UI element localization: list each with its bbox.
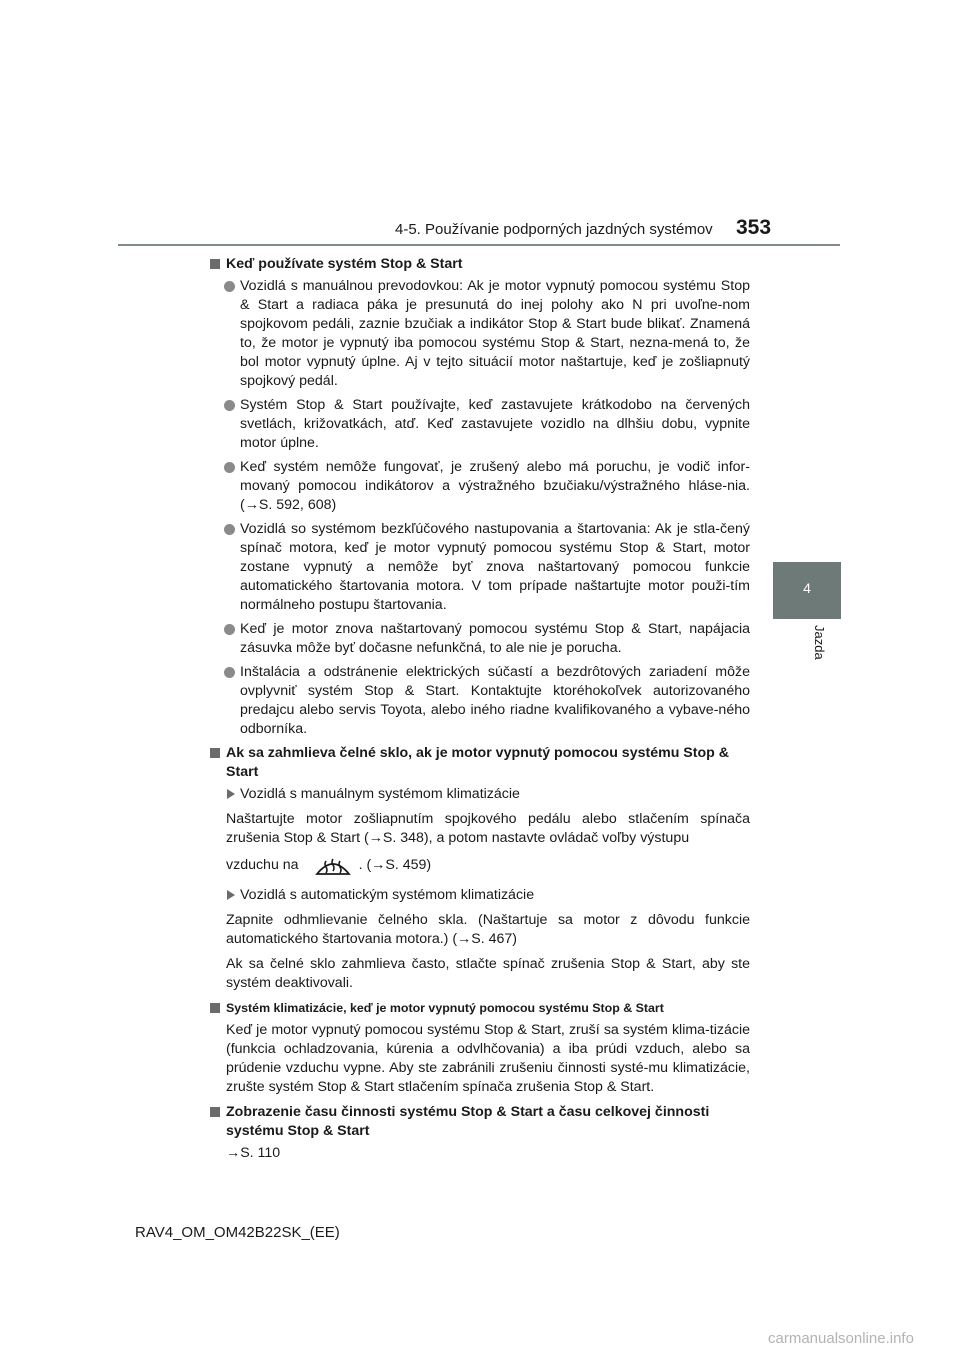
page-reference-link[interactable]: →S. 110 (226, 1145, 281, 1161)
square-marker-icon (210, 259, 220, 269)
paragraph: Keď je motor vypnutý pomocou systému Stop & Start, zruší sa systém klima-tizácie (funkcia ochladzovania, kúrenia a odvlhčovania) a iba prúdi vzduch, alebo sa prúdenie vzduchu vypne. Aby ste zabránili zrušeniu činnosti systé-mu klimatizácie, zrušte systém Stop & Start stlačením spínača zrušenia Stop & Start. (226, 1022, 750, 1095)
square-marker-icon (210, 748, 220, 758)
subsection-label-text: Vozidlá s automatickým systémom klimatizácie (240, 887, 535, 903)
section-title: 4-5. Používanie podporných jazdných systémov (395, 221, 713, 238)
list-item (210, 458, 750, 515)
bullet-dot-icon (224, 400, 235, 411)
subsection-label (210, 785, 750, 804)
watermark: carmanualsonline.info (768, 1330, 914, 1347)
page-number: 353 (736, 216, 772, 239)
list-item (210, 620, 750, 658)
paragraph: Naštartujte motor zošliapnutím spojkového pedálu alebo stlačením spínača zrušenia Stop & Start (→S. 348), a potom nastavte ovládač voľby výstupu (226, 811, 750, 846)
section-heading-text: Keď používate systém Stop & Start (226, 256, 463, 272)
list-item-text: Keď je motor znova naštartovaný pomocou systému Stop & Start, napájacia zásuvka môže byť dočasne nefunkčná, to ale nie je porucha. (240, 621, 750, 656)
paragraph: Zapnite odhmlievanie čelného skla. (Naštartuje sa motor z dôvodu funkcie automatického štartovania motora.) (→S. 467) (226, 912, 750, 947)
list-item-text: Inštalácia a odstránenie elektrických súčastí a bezdrôtových zariadení môže ovplyvniť systém Stop & Start. Kontaktujte ktoréhokoľvek autorizovaného predajcu alebo servis Toyota, alebo iného riadne kvalifikovaného a vybave-ného odborníka. (240, 664, 750, 737)
list-item-text: Keď systém nemôže fungovať, je zrušený alebo má poruchu, je vodič infor-movaný pomocou indikátorov a výstražného bzučiaku/výstražného hláse-nia. (→S. 592, 608) (240, 459, 750, 513)
page-content (210, 255, 750, 1169)
bullet-dot-icon (224, 667, 235, 678)
defrost-line (210, 852, 750, 878)
footer-code: RAV4_OM_OM42B22SK_(EE) (135, 1224, 340, 1241)
triangle-marker-icon (227, 789, 235, 799)
list-item (210, 520, 750, 615)
list-item-text: Vozidlá s manuálnou prevodovkou: Ak je motor vypnutý pomocou systému Stop & Start a radiaca páka je presunutá do inej polohy ako N pri uvoľne-nom spojkovom pedáli, zaznie bzučiak a indikátor Stop & Start bude blikať. Znamená to, že motor je vypnutý iba pomocou systému Stop & Start, nezna-mená to, že bol motor vypnutý úplne. Aj v tejto situácií motor naštartuje, keď je zošliapnutý spojkový pedál. (240, 278, 750, 389)
bullet-dot-icon (224, 624, 235, 635)
chapter-tab-label: Jazda (812, 625, 827, 660)
list-item-text: Vozidlá so systémom bezkľúčového nastupovania a štartovania: Ak je stla-čený spínač motora, keď je motor vypnutý pomocou systému Stop & Start, motor zostane vypnutý a nemôže byť znova naštartovaný pomocou funkcie automatického štartovania motora. V tom prípade naštartujte motor použi-tím normálneho postupu štartovania. (240, 521, 750, 613)
list-item (210, 396, 750, 453)
bullet-dot-icon (224, 281, 235, 292)
section-heading (210, 999, 750, 1018)
section-heading (210, 744, 750, 782)
list-item (210, 277, 750, 391)
chapter-tab (773, 562, 841, 619)
section-heading-text: Zobrazenie času činnosti systému Stop & Start a času celkovej činnosti systému Stop & Start (226, 1104, 710, 1139)
square-marker-icon (210, 1003, 220, 1013)
bullet-dot-icon (224, 524, 235, 535)
header-divider (118, 244, 840, 246)
square-marker-icon (210, 1107, 220, 1117)
chapter-tab-number: 4 (803, 580, 811, 596)
list-item (210, 663, 750, 739)
paragraph: Ak sa čelné sklo zahmlieva často, stlačte spínač zrušenia Stop & Start, aby ste systém deaktivovali. (226, 956, 750, 991)
section-heading-text: Ak sa zahmlieva čelné sklo, ak je motor vypnutý pomocou systému Stop & Start (226, 745, 730, 780)
list-item-text: Systém Stop & Start používajte, keď zastavujete krátkodobo na červených svetlách, križovatkách, atď. Keď zastavujete vozidlo na dlhšiu dobu, vypnite motor úplne. (240, 397, 750, 451)
paragraph-text: vzduchu na (226, 857, 299, 873)
bullet-dot-icon (224, 462, 235, 473)
windshield-defrost-icon (313, 852, 353, 878)
triangle-marker-icon (227, 890, 235, 900)
subsection-label-text: Vozidlá s manuálnym systémom klimatizácie (240, 786, 520, 802)
section-heading (210, 255, 750, 274)
paragraph-text: . (→S. 459) (358, 857, 432, 873)
section-heading-text: Systém klimatizácie, keď je motor vypnutý pomocou systému Stop & Start (226, 1001, 664, 1015)
subsection-label (210, 886, 750, 905)
section-heading (210, 1103, 750, 1141)
